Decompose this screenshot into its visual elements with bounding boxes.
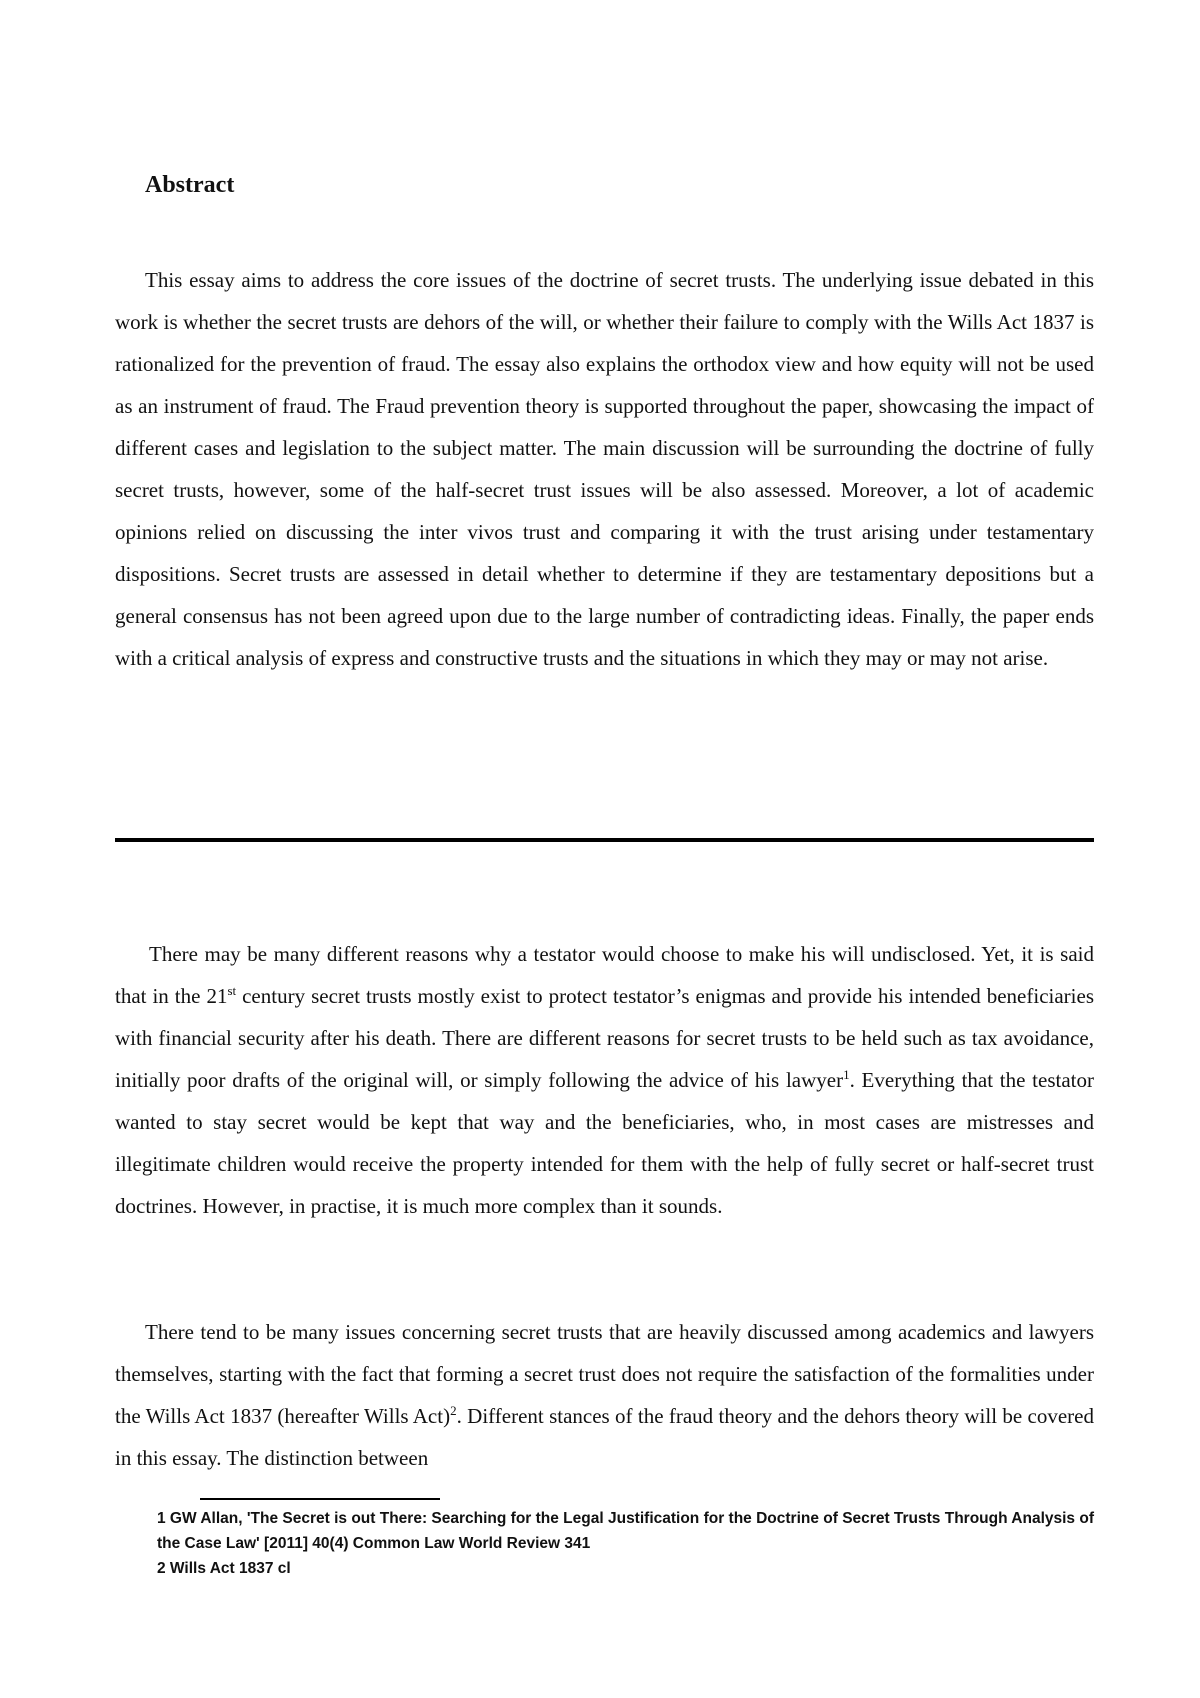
body-text: century secret trusts mostly exist to protect testator’s enigmas and provide his intended beneficiaries with financial security after his death. There are different reasons for secret trusts to be held such as tax avoidance, initially poor drafts of the original will, or simply following the advice of his lawyer	[115, 984, 1095, 1092]
body-text: . Different stances of the fraud theory and the dehors theory will be covered in this essay. The distinction between	[115, 1404, 1094, 1470]
body-text: There tend to be many issues concerning secret trusts that are heavily discussed among academics and lawyers themselves, starting with the fact that forming a secret trust does not require the satisfaction of the formalities under the Wills Act 1837 (hereafter Wills Act)	[115, 1320, 1094, 1428]
footnotes	[157, 1506, 1097, 1581]
ordinal-suffix: st	[227, 983, 237, 998]
abstract-paragraph: This essay aims to address the core issues of the doctrine of secret trusts. The underlying issue debated in this work is whether the secret trusts are dehors of the will, or whether their failure to comply with the Wills Act 1837 is rationalized for the prevention of fraud. The essay also explains the orthodox view and how equity will not be used as an instrument of fraud. The Fraud prevention theory is supported throughout the paper, showcasing the impact of different cases and legislation to the subject matter. The main discussion will be surrounding the doctrine of fully secret trusts, however, some of the half-secret trust issues will be also assessed. Moreover, a lot of academic opinions relied on discussing the inter vivos trust and comparing it with the trust arising under testamentary dispositions. Secret trusts are assessed in detail whether to determine if they are testamentary depositions but a general consensus has not been agreed upon due to the large number of contradicting ideas. Finally, the paper ends with a critical analysis of express and constructive trusts and the situations in which they may or may not arise.	[115, 268, 1094, 670]
body-text: There may be many different reasons why a testator would choose to make his will undisclosed. Yet, it is said that in the 21	[115, 942, 1094, 1008]
body-paragraph-1	[115, 933, 1094, 1227]
footnote-ref-1: 1	[843, 1067, 850, 1082]
section-divider	[115, 838, 1094, 842]
abstract-heading: Abstract	[145, 172, 235, 198]
body-paragraph-2	[115, 1311, 1094, 1479]
footnote-ref-2: 2	[450, 1403, 457, 1418]
footnote-separator	[200, 1498, 440, 1500]
footnote-2: 2 Wills Act 1837 cl	[157, 1560, 291, 1577]
footnote-1: 1 GW Allan, 'The Secret is out There: Searching for the Legal Justification for the Doctrine of Secret Trusts Through Analysis of the Case Law' [2011] 40(4) Common Law World Review 341	[157, 1510, 1094, 1552]
body-text: . Everything that the testator wanted to stay secret would be kept that way and the beneficiaries, who, in most cases are mistresses and illegitimate children would receive the property intended for them with the help of fully secret or half-secret trust doctrines. However, in practise, it is much more complex than it sounds.	[115, 1068, 1094, 1218]
